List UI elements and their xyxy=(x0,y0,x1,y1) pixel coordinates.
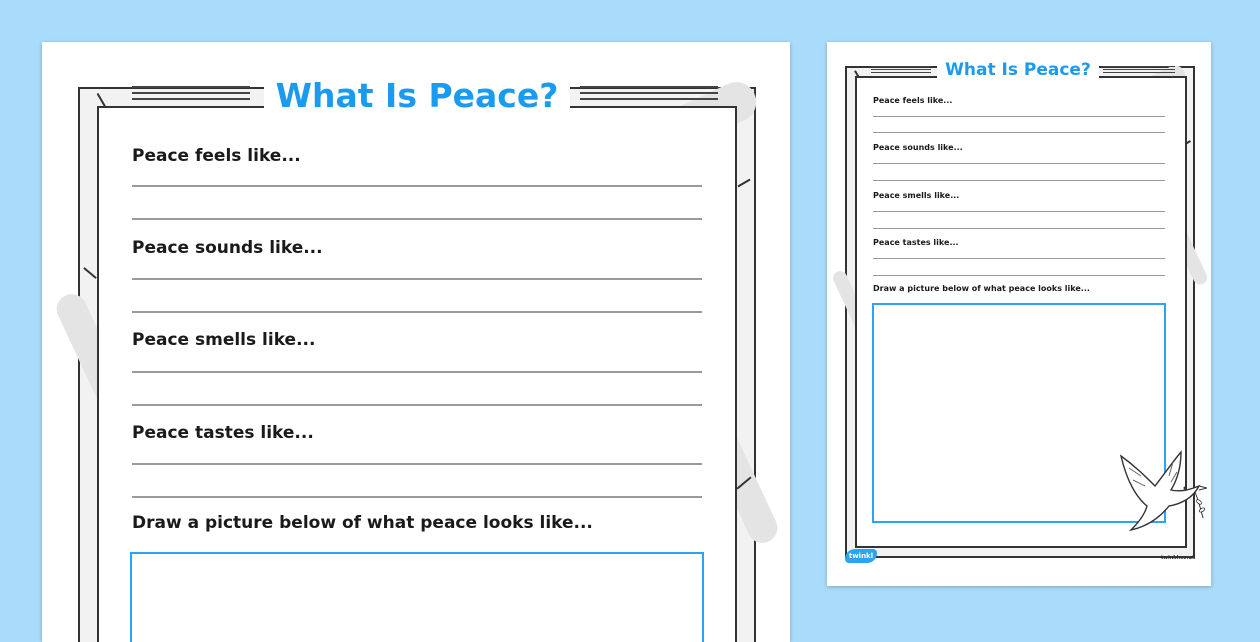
prompt-sounds: Peace sounds like... xyxy=(132,238,323,258)
worksheet-preview-small xyxy=(827,42,1211,586)
prompt-tastes: Peace tastes like... xyxy=(873,238,959,247)
writing-line[interactable] xyxy=(873,211,1165,212)
writing-line[interactable] xyxy=(873,163,1165,164)
drawing-area[interactable] xyxy=(130,552,704,642)
prompt-feels: Peace feels like... xyxy=(132,146,301,166)
writing-line[interactable] xyxy=(132,463,702,465)
writing-line[interactable] xyxy=(132,218,702,220)
prompt-smells: Peace smells like... xyxy=(132,330,316,350)
page-title: What Is Peace? xyxy=(275,75,559,115)
writing-line[interactable] xyxy=(132,311,702,313)
writing-line[interactable] xyxy=(873,132,1165,133)
page-title: What Is Peace? xyxy=(945,60,1091,80)
writing-line[interactable] xyxy=(132,185,702,187)
title-stripes-right xyxy=(580,86,718,100)
writing-line[interactable] xyxy=(132,496,702,498)
writing-line[interactable] xyxy=(873,275,1165,276)
writing-line[interactable] xyxy=(873,116,1165,117)
title-stripes-left xyxy=(871,66,931,73)
draw-prompt: Draw a picture below of what peace looks like... xyxy=(873,284,1090,293)
twinkl-logo: twinkl xyxy=(845,549,877,563)
writing-line[interactable] xyxy=(132,278,702,280)
writing-line[interactable] xyxy=(132,371,702,373)
worksheet-preview-large xyxy=(42,42,790,642)
prompt-sounds: Peace sounds like... xyxy=(873,143,963,152)
draw-prompt: Draw a picture below of what peace looks like... xyxy=(132,513,593,533)
writing-line[interactable] xyxy=(873,228,1165,229)
title-banner xyxy=(937,58,1099,82)
prompt-smells: Peace smells like... xyxy=(873,191,960,200)
writing-line[interactable] xyxy=(132,404,702,406)
title-stripes-right xyxy=(1103,66,1175,73)
prompt-tastes: Peace tastes like... xyxy=(132,423,314,443)
writing-line[interactable] xyxy=(873,258,1165,259)
title-stripes-left xyxy=(132,86,250,100)
writing-line[interactable] xyxy=(873,180,1165,181)
prompt-feels: Peace feels like... xyxy=(873,96,953,105)
dove-icon xyxy=(1115,446,1207,536)
title-banner xyxy=(264,72,570,118)
footer-url: twinkl.co.uk xyxy=(1161,555,1196,561)
